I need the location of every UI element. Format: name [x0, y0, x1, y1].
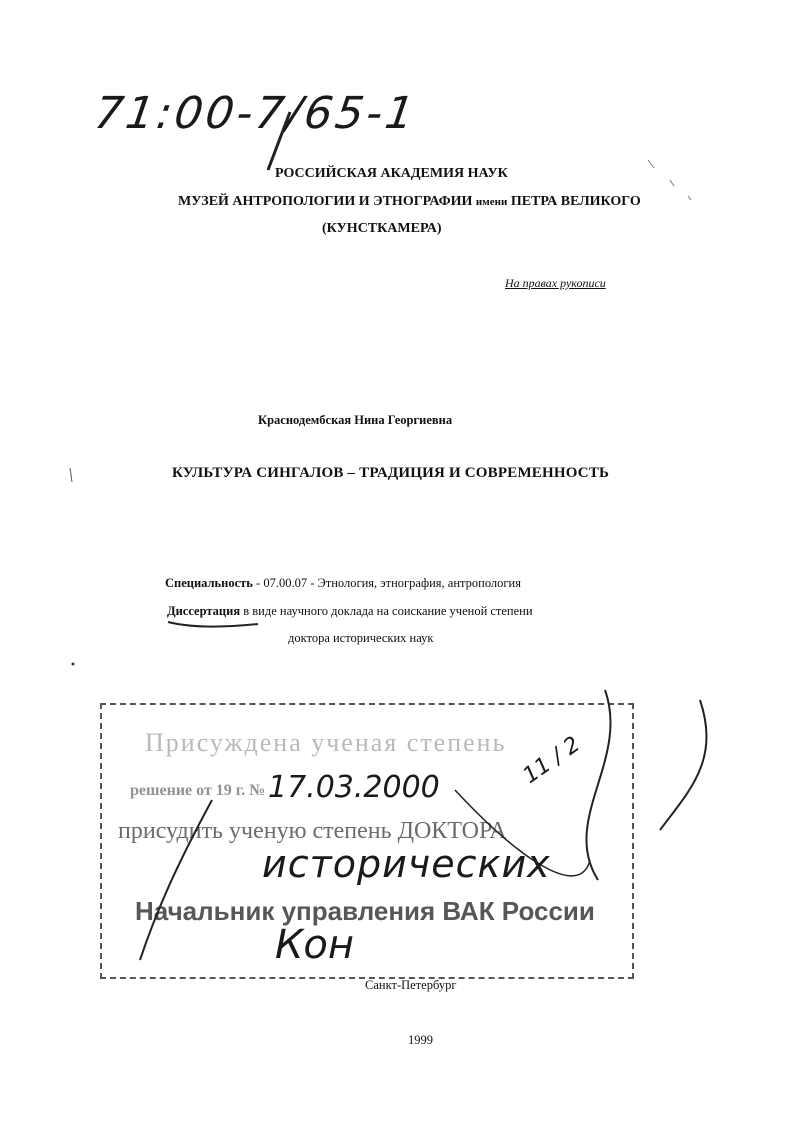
catalog-number: 71:00-7/65-1: [91, 88, 420, 139]
stamp-line-4: Начальник управления ВАК России: [135, 896, 595, 926]
museum-name-part2: имени: [475, 196, 508, 208]
specks-icon: [648, 160, 691, 200]
pen-stroke-far-right: [660, 700, 706, 830]
dot-mark: [72, 663, 75, 666]
handwritten-signature: Кон: [275, 922, 355, 968]
dissertation-value: в виде научного доклада на соискание ученой степени: [240, 604, 533, 618]
handwritten-field: исторических: [262, 842, 551, 886]
pen-stroke-left: [140, 800, 212, 960]
dissertation-title: КУЛЬТУРА СИНГАЛОВ – ТРАДИЦИЯ И СОВРЕМЕННОСТЬ: [172, 465, 610, 481]
rights-note: На правах рукописи: [505, 276, 606, 290]
stamp-line-2: решение от 19 г. №: [130, 782, 266, 799]
stamp-line-1: Присуждена ученая степень: [145, 728, 507, 757]
museum-name-part3: ПЕТРА ВЕЛИКОГО: [510, 194, 641, 209]
museum-name-part1: МУЗЕЙ АНТРОПОЛОГИИ И ЭТНОГРАФИИ: [178, 194, 473, 209]
specialty-value: - 07.00.07 - Этнология, этнография, антропология: [252, 576, 521, 590]
margin-tick: [70, 468, 72, 482]
stamp-line-3: присудить ученую степень ДОКТОРА: [118, 818, 507, 844]
museum-subtitle: (КУНСТКАМЕРА): [322, 221, 442, 236]
pen-loop-stroke: [455, 790, 590, 876]
pen-stroke-right: [586, 690, 610, 880]
handwritten-date: 17.03.2000: [268, 770, 440, 805]
city: Санкт-Петербург: [365, 978, 457, 992]
dissertation-label: Диссертация: [167, 604, 241, 618]
year: 1999: [408, 1033, 433, 1047]
specialty-label: Специальность: [165, 576, 253, 590]
author-name: Краснодембская Нина Георгиевна: [258, 413, 453, 427]
underline-stroke: [168, 622, 258, 627]
academy-name: РОССИЙСКАЯ АКАДЕМИЯ НАУК: [275, 166, 508, 181]
catalog-slash-icon: [268, 112, 290, 170]
degree-line: доктора исторических наук: [288, 631, 434, 645]
handwritten-number: 11 / 2: [518, 732, 585, 789]
